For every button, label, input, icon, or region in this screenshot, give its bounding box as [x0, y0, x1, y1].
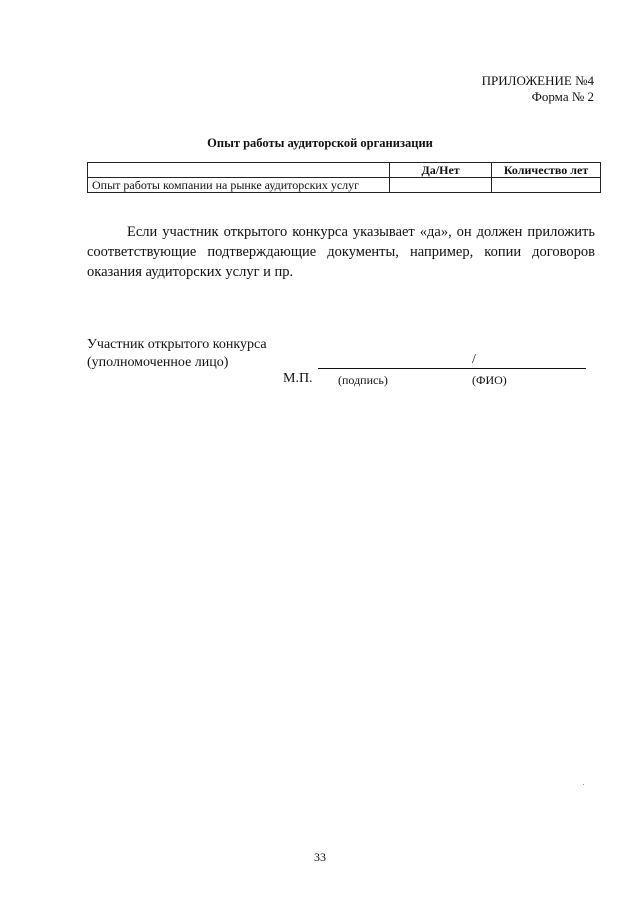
- authorized-person-label: (уполномоченное лицо): [87, 355, 229, 370]
- name-caption: (ФИО): [472, 373, 507, 387]
- table-header-cell: Да/Нет: [390, 163, 492, 178]
- table-row: [88, 178, 601, 193]
- participant-label: Участник открытого конкурса: [87, 337, 267, 352]
- signature-caption: (подпись): [338, 373, 388, 387]
- document-title: Опыт работы аудиторской организации: [207, 136, 433, 150]
- table-header-cell: [88, 163, 390, 178]
- scan-speck: [583, 784, 584, 785]
- instruction-paragraph: Если участник открытого конкурса указывает «да», он должен приложить соответствующие подтверждающие документы, например, копии договоров оказания аудиторских услуг и пр.: [87, 224, 595, 280]
- table-cell: [390, 178, 492, 193]
- table-header-cell: Количество лет: [492, 163, 601, 178]
- table-header-row: [88, 163, 601, 178]
- stamp-place-label: М.П.: [283, 371, 313, 386]
- appendix-label: ПРИЛОЖЕНИЕ №4: [481, 73, 594, 88]
- appendix-header: [482, 73, 594, 105]
- participant-block: [87, 336, 267, 372]
- signature-line: [318, 368, 586, 369]
- page-number: 33: [314, 850, 326, 864]
- form-label: Форма № 2: [531, 89, 594, 104]
- signature-slash: /: [472, 352, 476, 367]
- table-cell: [492, 178, 601, 193]
- table-cell: Опыт работы компании на рынке аудиторских услуг: [88, 178, 390, 193]
- experience-table: [87, 162, 601, 193]
